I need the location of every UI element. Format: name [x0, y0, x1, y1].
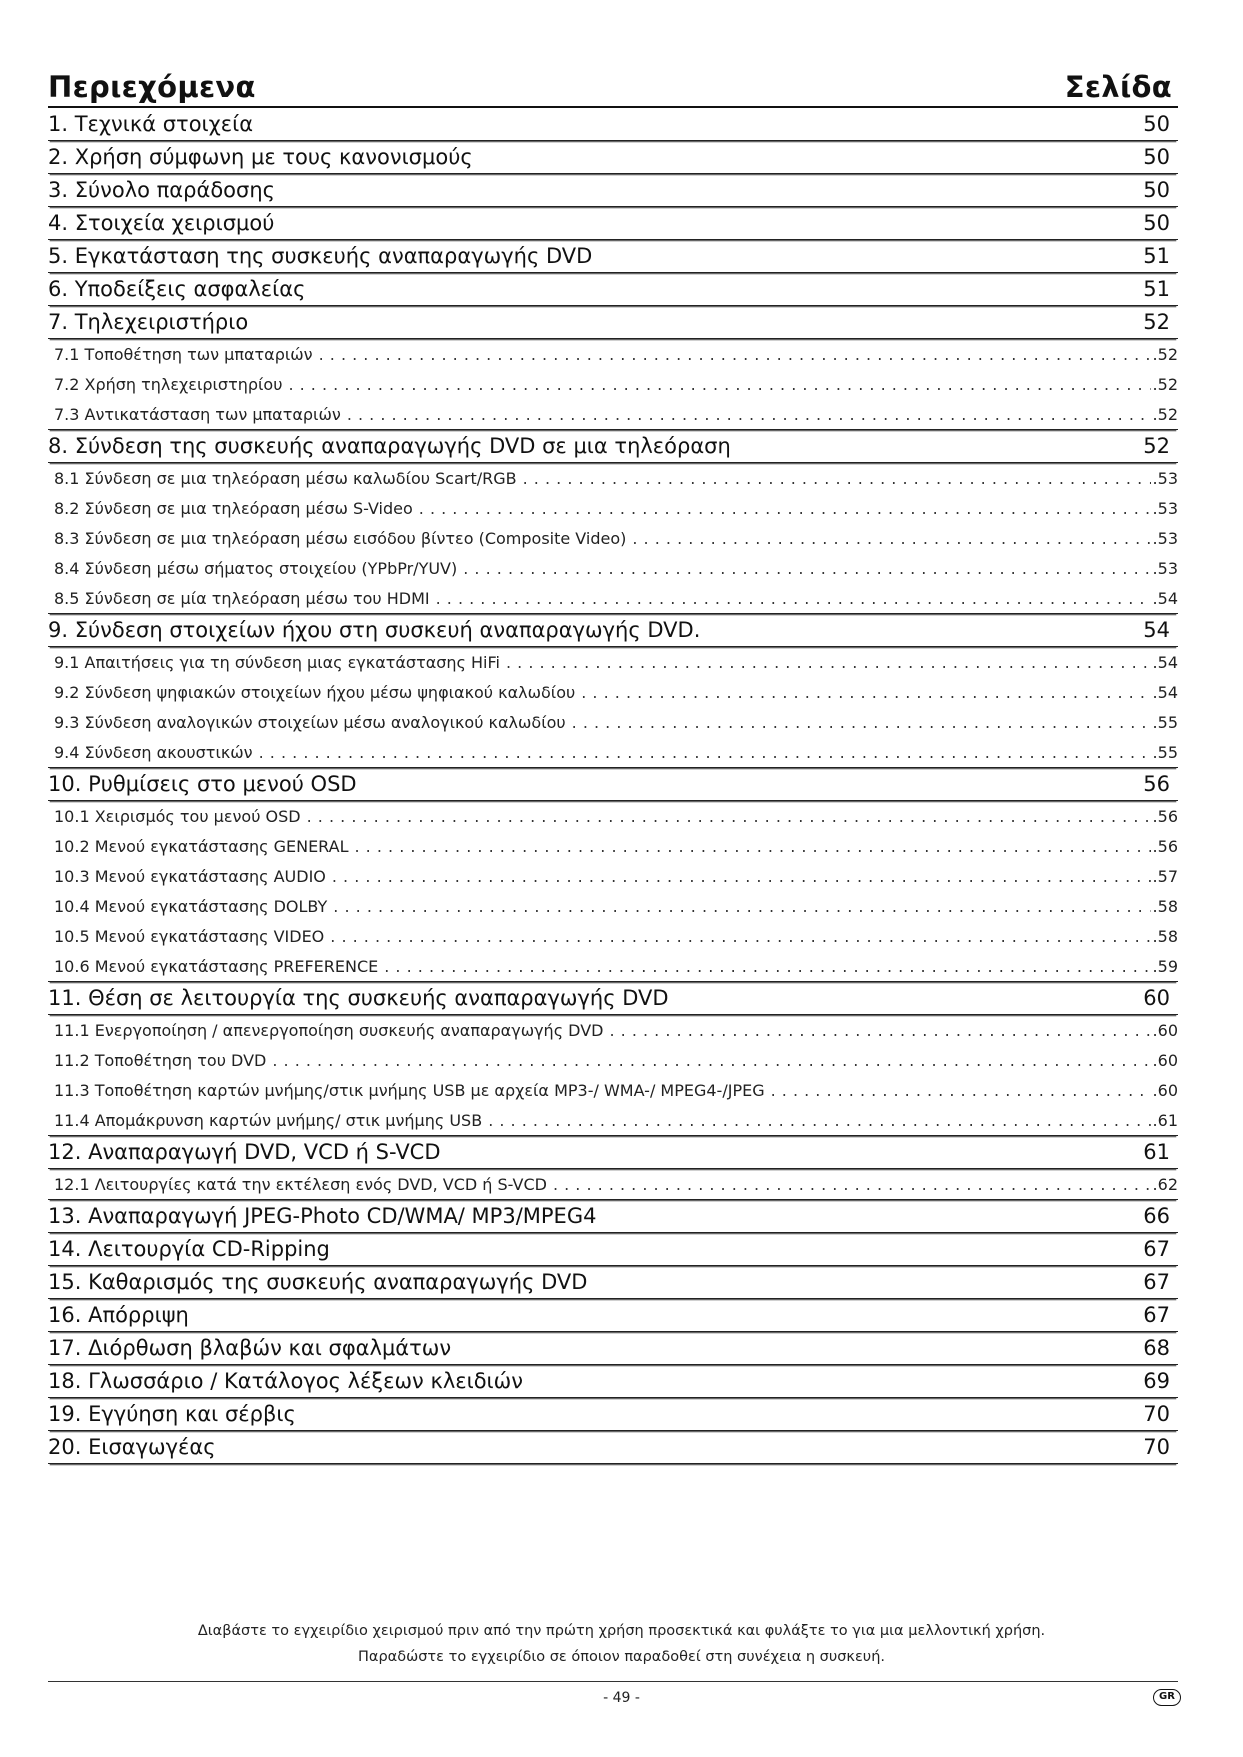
toc-entry-page: 52 [1143, 434, 1170, 458]
toc-subentry [48, 951, 1178, 982]
toc-entry-title: 9.1 Απαιτήσεις για τη σύνδεση μιας εγκατάστασης HiFi [54, 653, 500, 672]
toc-subentry [48, 339, 1178, 369]
toc-subentry [48, 1015, 1178, 1045]
toc-subentry [48, 1169, 1178, 1200]
toc-entry-page: .53 [1152, 559, 1178, 578]
toc-entry [48, 174, 1178, 207]
toc-subentry [48, 737, 1178, 768]
toc-entry-page: .55 [1152, 743, 1178, 762]
toc-entry-page: 69 [1143, 1369, 1170, 1393]
toc-entry-title: 19. Εγγύηση και σέρβις [48, 1402, 296, 1426]
toc-entry [48, 240, 1178, 273]
dot-leader [347, 405, 1151, 424]
toc-entry-title: 8.2 Σύνδεση σε μια τηλεόραση μέσω S-Video [54, 499, 413, 518]
toc-entry-page: 52 [1143, 310, 1170, 334]
dot-leader [463, 559, 1150, 578]
toc-entry [48, 1200, 1178, 1233]
toc-subentry [48, 583, 1178, 614]
toc-entry-title: 7.1 Τοποθέτηση των μπαταριών [54, 345, 313, 364]
toc-entry-page: 51 [1143, 244, 1170, 268]
toc-entry-title: 11.1 Ενεργοποίηση / απενεργοποίηση συσκευής αναπαραγωγής DVD [54, 1021, 604, 1040]
toc-entry [48, 1431, 1178, 1464]
toc-subentry [48, 463, 1178, 493]
toc-entry [48, 430, 1178, 463]
toc-subentry [48, 1075, 1178, 1105]
dot-leader [506, 653, 1151, 672]
page-column-label: Σελίδα [1064, 70, 1172, 104]
toc-entry-title: 10.4 Μενού εγκατάστασης DOLBY [54, 897, 328, 916]
toc-subentry [48, 523, 1178, 553]
toc-entry-page: 67 [1143, 1303, 1170, 1327]
toc-subentry [48, 399, 1178, 430]
toc-entry-title: 10.5 Μενού εγκατάστασης VIDEO [54, 927, 325, 946]
dot-leader [288, 375, 1150, 394]
toc-entry [48, 1266, 1178, 1299]
dot-leader [523, 469, 1151, 488]
toc-entry-page: .57 [1152, 867, 1178, 886]
toc-entry-page: .52 [1152, 375, 1178, 394]
toc-entry-page: .62 [1152, 1175, 1178, 1194]
dot-leader [307, 807, 1151, 826]
toc-entry-title: 10.1 Χειρισμός του μενού OSD [54, 807, 301, 826]
toc-entry-page: .58 [1152, 927, 1178, 946]
toc-entry-page: 66 [1143, 1204, 1170, 1228]
toc-entry-page: 70 [1143, 1402, 1170, 1426]
toc-subentry [48, 369, 1178, 399]
toc-entry-page: .54 [1152, 683, 1178, 702]
toc-entry-page: .61 [1152, 1111, 1178, 1130]
toc-entry-title: 1. Τεχνικά στοιχεία [48, 112, 254, 136]
toc-subentry [48, 801, 1178, 831]
toc-entry [48, 1332, 1178, 1365]
footer-note-line1: Διαβάστε το εγχειρίδιο χειρισμού πριν από την πρώτη χρήση προσεκτικά και φυλάξτε το για μια μελλοντική χρήση. [197, 1623, 1046, 1639]
toc-entry-page: 50 [1143, 211, 1170, 235]
dot-leader [332, 867, 1151, 886]
dot-leader [609, 1021, 1150, 1040]
toc-entry-title: 10.2 Μενού εγκατάστασης GENERAL [54, 837, 349, 856]
toc-entry-page: .58 [1152, 897, 1178, 916]
toc-entry [48, 1398, 1178, 1431]
toc-subentry [48, 677, 1178, 707]
toc-entry-title: 10.3 Μενού εγκατάστασης AUDIO [54, 867, 326, 886]
dot-leader [319, 345, 1151, 364]
toc-subentry [48, 647, 1178, 677]
footer-divider [48, 1681, 1178, 1682]
toc-entry-page: 67 [1143, 1237, 1170, 1261]
toc-entry-title: 13. Αναπαραγωγή JPEG-Photo CD/WMA/ MP3/MPEG4 [48, 1204, 597, 1228]
toc-entry-title: 9. Σύνδεση στοιχείων ήχου στη συσκευή αναπαραγωγής DVD. [48, 618, 701, 642]
toc-subentry [48, 1105, 1178, 1136]
toc-entry [48, 306, 1178, 339]
toc-entry-page: 70 [1143, 1435, 1170, 1459]
toc-entry-title: 10.6 Μενού εγκατάστασης PREFERENCE [54, 957, 379, 976]
toc-entry-title: 8.4 Σύνδεση μέσω σήματος στοιχείου (YPbPr/YUV) [54, 559, 458, 578]
toc-entry-title: 16. Απόρριψη [48, 1303, 189, 1327]
toc-entry-page: .53 [1152, 469, 1178, 488]
dot-leader [419, 499, 1151, 518]
dot-leader [488, 1111, 1150, 1130]
toc-entry-page: 67 [1143, 1270, 1170, 1294]
toc-entry-page: 56 [1143, 772, 1170, 796]
toc-entry-page: .60 [1152, 1051, 1178, 1070]
page-number: - 49 - [603, 1690, 640, 1706]
toc-entry [48, 273, 1178, 306]
toc-entry-title: 6. Υποδείξεις ασφαλείας [48, 277, 306, 301]
toc-entry-title: 7.2 Χρήση τηλεχειριστηρίου [54, 375, 283, 394]
toc-entry-page: .55 [1152, 713, 1178, 732]
toc-entry [48, 1365, 1178, 1398]
language-badge: GR [1153, 1689, 1181, 1706]
toc-entry-page: 68 [1143, 1336, 1170, 1360]
toc-entry-title: 9.4 Σύνδεση ακουστικών [54, 743, 253, 762]
toc-entry-page: 50 [1143, 178, 1170, 202]
footer-note-line2: Παραδώστε το εγχειρίδιο σε όποιον παραδοθεί στη συνέχεια η συσκευή. [358, 1649, 885, 1665]
toc-entry-title: 12. Αναπαραγωγή DVD, VCD ή S-VCD [48, 1140, 441, 1164]
dot-leader [272, 1051, 1150, 1070]
dot-leader [355, 837, 1151, 856]
toc-entry-page: .60 [1152, 1021, 1178, 1040]
table-of-contents [48, 108, 1178, 1464]
toc-entry-page: .52 [1152, 405, 1178, 424]
dot-leader [330, 927, 1150, 946]
toc-subentry [48, 1045, 1178, 1075]
dot-leader [572, 713, 1151, 732]
toc-entry-title: 7. Τηλεχειριστήριο [48, 310, 249, 334]
toc-entry-title: 9.3 Σύνδεση αναλογικών στοιχείων μέσω αναλογικού καλωδίου [54, 713, 566, 732]
toc-subentry [48, 861, 1178, 891]
dot-leader [632, 529, 1150, 548]
toc-entry-title: 15. Καθαρισμός της συσκευής αναπαραγωγής DVD [48, 1270, 588, 1294]
dot-leader [581, 683, 1150, 702]
toc-entry-title: 10. Ρυθμίσεις στο μενού OSD [48, 772, 357, 796]
toc-entry-page: .56 [1152, 807, 1178, 826]
toc-entry [48, 768, 1178, 801]
toc-entry-page: .54 [1152, 589, 1178, 608]
toc-entry-page: .52 [1152, 345, 1178, 364]
toc-entry-page: 61 [1143, 1140, 1170, 1164]
toc-entry-title: 8.5 Σύνδεση σε μία τηλεόραση μέσω του HDMI [54, 589, 430, 608]
toc-subentry [48, 707, 1178, 737]
toc-entry-page: .56 [1152, 837, 1178, 856]
toc-entry-title: 11.4 Απομάκρυνση καρτών μνήμης/ στικ μνήμης USB [54, 1111, 483, 1130]
toc-entry-page: 60 [1143, 986, 1170, 1010]
toc-entry-page: 51 [1143, 277, 1170, 301]
toc-entry-title: 2. Χρήση σύμφωνη με τους κανονισμούς [48, 145, 473, 169]
dot-leader [436, 589, 1151, 608]
toc-entry-title: 20. Εισαγωγέας [48, 1435, 216, 1459]
toc-entry-page: 50 [1143, 145, 1170, 169]
toc-entry [48, 108, 1178, 141]
toc-entry-title: 5. Εγκατάσταση της συσκευής αναπαραγωγής DVD [48, 244, 593, 268]
toc-entry-page: .54 [1152, 653, 1178, 672]
toc-subentry [48, 553, 1178, 583]
toc-entry-title: 9.2 Σύνδεση ψηφιακών στοιχείων ήχου μέσω ψηφιακού καλωδίου [54, 683, 576, 702]
toc-entry-page: .60 [1152, 1081, 1178, 1100]
toc-subentry [48, 493, 1178, 523]
toc-entry-title: 11.2 Τοποθέτηση του DVD [54, 1051, 267, 1070]
toc-entry-page: 50 [1143, 112, 1170, 136]
toc-entry [48, 1299, 1178, 1332]
toc-entry-title: 3. Σύνολο παράδοσης [48, 178, 275, 202]
toc-entry-title: 12.1 Λειτουργίες κατά την εκτέλεση ενός DVD, VCD ή S-VCD [54, 1175, 547, 1194]
toc-entry [48, 207, 1178, 240]
dot-leader [553, 1175, 1151, 1194]
toc-subentry [48, 921, 1178, 951]
toc-entry-title: 7.3 Αντικατάσταση των μπαταριών [54, 405, 341, 424]
toc-title: Περιεχόμενα [48, 70, 256, 104]
dot-leader [384, 957, 1150, 976]
toc-entry-title: 18. Γλωσσάριο / Κατάλογος λέξεων κλειδιών [48, 1369, 523, 1393]
toc-subentry [48, 831, 1178, 861]
dot-leader [771, 1081, 1151, 1100]
toc-subentry [48, 891, 1178, 921]
toc-entry-title: 11.3 Τοποθέτηση καρτών μνήμης/στικ μνήμης USB με αρχεία MP3-/ WMA-/ MPEG4-/JPEG [54, 1081, 765, 1100]
dot-leader [259, 743, 1151, 762]
toc-entry-page: 54 [1143, 618, 1170, 642]
toc-entry-page: .53 [1152, 529, 1178, 548]
toc-entry [48, 982, 1178, 1015]
toc-header [48, 68, 1178, 108]
toc-entry [48, 1136, 1178, 1169]
toc-entry-title: 14. Λειτουργία CD-Ripping [48, 1237, 330, 1261]
toc-entry-title: 4. Στοιχεία χειρισμού [48, 211, 275, 235]
toc-entry [48, 141, 1178, 174]
toc-entry [48, 1233, 1178, 1266]
dot-leader [333, 897, 1150, 916]
toc-entry-title: 8.3 Σύνδεση σε μια τηλεόραση μέσω εισόδου βίντεο (Composite Video) [54, 529, 627, 548]
toc-entry-title: 11. Θέση σε λειτουργία της συσκευής αναπαραγωγής DVD [48, 986, 669, 1010]
toc-entry [48, 614, 1178, 647]
toc-entry-page: .53 [1152, 499, 1178, 518]
toc-entry-title: 8.1 Σύνδεση σε μια τηλεόραση μέσω καλωδίου Scart/RGB [54, 469, 517, 488]
toc-entry-title: 8. Σύνδεση της συσκευής αναπαραγωγής DVD σε μια τηλεόραση [48, 434, 731, 458]
toc-entry-page: .59 [1152, 957, 1178, 976]
toc-entry-title: 17. Διόρθωση βλαβών και σφαλμάτων [48, 1336, 452, 1360]
